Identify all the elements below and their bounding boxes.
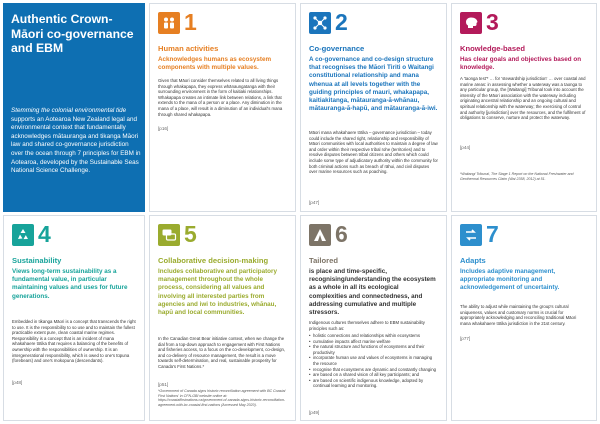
principle-card-1 <box>149 3 296 212</box>
list-item: • cumulative impacts affect marine welfare <box>309 339 438 345</box>
intro-panel <box>3 3 145 212</box>
network-icon <box>309 12 331 34</box>
principle-number: 7 <box>486 221 499 247</box>
principle-lead: is place and time-specific, recognising/understanding the ecosystem as a whole in all its ecological complexities and connectedness, and addressing cumulative and multiple stressors. <box>309 268 436 317</box>
principle-ref: [p44] <box>460 145 471 150</box>
principle-number: 6 <box>335 221 348 247</box>
principle-body: Embedded in tikanga Māori is a concept that transcends the right to use. It is the responsibility to so use and to maintain the fullest practicable extent pure, clean coastal marine regimes. Responsibility is a concept that is an incident of mana whakahaere tōtika that requires a balancing of the benefits of ownership with the responsibilities of ownership. It is an intergenerational responsibility, which is owed to one's tūpuna (forebears) and one's mokopuna (descendants). <box>12 319 136 364</box>
principle-card-3 <box>451 3 597 212</box>
intro-text-rest: supports an Aotearoa New Zealand legal and environmental context that fundamentally acknowledges mātauranga and tikanga Māori law and shared co-governance jurisdiction over the ocean through 7 principles for EBM in Aotearoa, developed by the Sustainable Seas National Science Challenge. <box>11 115 141 175</box>
principle-number: 2 <box>335 9 348 35</box>
principle-number: 1 <box>184 9 197 35</box>
intro-text-italic: Stemming the colonial environmental tide <box>11 107 127 114</box>
tent-icon <box>309 224 331 246</box>
principle-card-4 <box>3 215 145 421</box>
principle-bullets <box>309 333 438 389</box>
list-item: • the natural structure and functions of ecosystems and their productivity <box>309 344 438 355</box>
principle-footnote: *Government of Canada signs historic reconciliation agreement with BC Coastal First Nations' in CFN-GBI website online at: https://coastalfirstnations.ca/government-of-canada-signs-historic-reconciliation-agreement-with-bc-coastal-first-nations (Accessed May 2020). <box>158 389 286 407</box>
arrows-icon <box>460 224 482 246</box>
principle-number: 3 <box>486 9 499 35</box>
principle-lead: Includes adaptive management, appropriate monitoring and acknowledgement of uncertainty. <box>460 268 560 292</box>
list-item: • holistic connections and relationships within ecosystems <box>309 333 438 339</box>
principle-title: Knowledge-based <box>460 44 525 53</box>
principle-ref: [p16] <box>158 126 169 131</box>
list-item: • are based on scientific indigenous knowledge, adopted by continual learning and monitoring. <box>309 378 438 389</box>
principle-title: Tailored <box>309 256 338 265</box>
page-title: Authentic Crown-Māori co-governance and EBM <box>11 12 134 55</box>
list-item: • recognise that ecosystems are dynamic and constantly changing <box>309 367 438 373</box>
principle-title: Human activities <box>158 44 219 53</box>
principle-title: Adapts <box>460 256 486 265</box>
recycle-icon <box>12 224 34 246</box>
principle-number: 4 <box>38 221 51 247</box>
people-icon <box>158 12 180 34</box>
brain-icon <box>460 12 482 34</box>
intro-text <box>11 107 141 176</box>
principle-card-2 <box>300 3 447 212</box>
list-item: • are based on a shared vision of all key participants; and <box>309 372 438 378</box>
principle-body: Māori mana whakahaere tōtika – governance jurisdiction – today could include the shared right, relationship and responsibility of Māori communities with local authorities to maintain a degree of law and order within their respective tribal rohe (territories) and to resolve disputes between tribal citizens and others which could include some type of adjudicatory authority within the community for both criminal actions such as breach of rāhui, and civil disputes over marine resources such as poaching. <box>309 130 438 175</box>
principle-lead: Includes collaborative and participatory management throughout the whole process, considering all values and involving all interested parties from agencies and iwi to industries, whānau, hapū and local communities. <box>158 268 277 317</box>
principle-footnote: *Waitangi Tribunal, The Stage 1 Report on the National Freshwater and Geothermal Resources Claim (Wai 2358, 2012) at 51. <box>460 172 574 181</box>
principle-body: Indigenous cultures themselves adhere to EBM sustainability principles such as: <box>309 320 425 331</box>
principle-title: Co-governance <box>309 44 365 53</box>
list-item: • incorporate human use and values of ecosystems in managing the resource <box>309 355 438 366</box>
principle-title: Collaborative decision-making <box>158 256 269 265</box>
principle-body: The ability to adjust while maintaining the group's cultural uniqueness, values and customary norms is crucial for appropriately acknowledging and reconciling traditional Māori mana whakahaere tōtika jurisdiction in the 21st century. <box>460 304 577 326</box>
principle-body: In the Canadian Great Bear initiative context, when we change the dial from a top-down approach to engagement with First Nations and fisheries access, to a focus on the co-development, co-design, and co-delivery of resource management, the result is a move towards self-determination, and real, sustainable prosperity for Canada's First Nations.* <box>158 336 286 369</box>
principle-body: A 'taonga test'* … for 'stewardship jurisdiction' … over coastal and marine areas: in assessing whether a waterway was a taonga to any particular group, the [Waitangi] Tribunal took into account the intensity of the Māori association with the waterway including originating ancestral relationship and an ongoing cultural and spiritual relationship with the waterway; the exercising of control and authority [jurisdiction] over the resources, and the fulfilment of obligations to conserve, nurture and protect the waterway. <box>460 76 586 121</box>
principle-lead: Has clear goals and objectives based on knowledge. <box>460 56 582 72</box>
principle-ref: [p47] <box>309 200 320 205</box>
principle-ref: [p51] <box>158 382 169 387</box>
principle-title: Sustainability <box>12 256 62 265</box>
chat-icon <box>158 224 180 246</box>
principle-card-5 <box>149 215 296 421</box>
principle-ref: [p48] <box>12 380 23 385</box>
principle-ref: [p77] <box>460 336 471 341</box>
principle-lead: Views long-term sustainability as a fundamental value, in particular maintaining values and uses for future generations. <box>12 268 128 300</box>
principle-card-7 <box>451 215 597 421</box>
principle-body: Given that Māori consider themselves related to all living things through whakapapa, they express whānaungatanga with their surrounding environment in the form of kaitiaki relationships. Whakapapa creates an intimate link between relations, a link that extends to the mana of a person or a place. Any diminution in the mana of a place, will result in a diminution of an individual's mana through shared whakapapa. <box>158 78 283 117</box>
principle-card-6 <box>300 215 447 421</box>
principle-lead: A co-governance and co-design structure that recognises the Māori Tiriti o Waitangi constitutional relationship and mana whenua at all levels together with the guiding principles of mauri, whakapapa, kaitiakitanga, mātauranga-ā-whānau, mātauranga-ā-hapū, and mātauranga-ā-iwi. <box>309 56 438 113</box>
principle-number: 5 <box>184 221 197 247</box>
principle-ref: [p49] <box>309 410 320 415</box>
principle-lead: Acknowledges humans as ecosystem components with multiple values. <box>158 56 272 72</box>
